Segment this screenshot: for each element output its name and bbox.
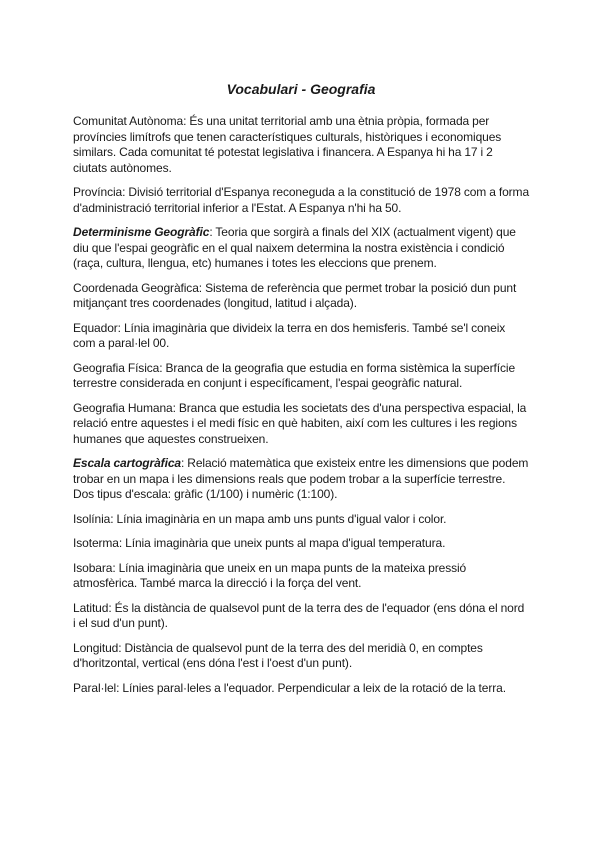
entry-definition: Línia imaginària que divideix la terra en dos hemisferis. També se'l coneix com a paral·lel 00.: [73, 320, 506, 350]
vocab-entry-geografia-humana: Geografia Humana: Branca que estudia les societats des d'una perspectiva espacial, la relació entre aquestes i el medi físic en què habiten, així com les cultures i les regions humanes que aquestes construeixen.: [73, 400, 527, 446]
entry-definition: Línia imaginària que uneix punts al mapa d'igual temperatura.: [125, 536, 446, 550]
entry-definition: Branca de la geografia que estudia en forma sistèmica la superfície terrestre considerada en conjunt i específicament, l'espai geogràfic natural.: [73, 360, 516, 390]
entry-term: Geografia Humana: [73, 400, 173, 415]
entry-definition: Relació matemàtica que existeix entre les dimensions que podem trobar en un mapa i les dimensions reals que podem trobar a la superfície terrestre. Dos tipus d'escala: gràfic (1/100) i numèric (1:100).: [73, 456, 529, 501]
vocab-entry-escala-cartografica: Escala cartogràfica: Relació matemàtica que existeix entre les dimensions que podem trobar en un mapa i les dimensions reals que podem trobar a la superfície terrestre. Dos tipus d'escala: gràfic (1/100) i numèric (1:100).: [73, 456, 529, 501]
entry-definition: Branca que estudia les societats des d'una perspectiva espacial, la relació entre aquestes i el medi físic en què habiten, així com les cultures i les regions humanes que aquestes construeixen.: [73, 400, 527, 446]
entry-term: Coordenada Geogràfica: [73, 280, 199, 295]
entry-term: Isobara: [73, 560, 113, 575]
entry-term: Isoterma: [73, 536, 119, 550]
entry-definition: És la distància de qualsevol punt de la terra des de l'equador (ens dóna el nord i el sud d'un punt).: [73, 600, 525, 630]
vocab-entry-isolinia: Isolínia: Línia imaginària en un mapa amb uns punts d'igual valor i color.: [73, 511, 447, 526]
vocab-entry-coordenada-geografica: Coordenada Geogràfica: Sistema de referència que permet trobar la posició dun punt mitjançant tres coordenades (longitud, latitud i alçada).: [73, 280, 517, 310]
entry-definition: Sistema de referència que permet trobar la posició dun punt mitjançant tres coordenades (longitud, latitud i alçada).: [73, 280, 517, 310]
entry-term: Escala cartogràfica: [73, 456, 181, 470]
vocab-entry-comunitat-autonoma: Comunitat Autònoma: És una unitat territorial amb una ètnia pròpia, formada per províncies limítrofs que tenen característiques culturals, històriques i economiques similars. Cada comunitat té potestat legislativa i financera. A Espanya hi ha 17 i 2 ciutats autònomes.: [73, 114, 502, 175]
entry-definition: Línia imaginària en un mapa amb uns punts d'igual valor i color.: [116, 511, 447, 526]
document-page: [73, 80, 529, 705]
entry-term: Província: [73, 185, 123, 199]
entry-definition: Línia imaginària que uneix en un mapa punts de la mateixa pressió atmosfèrica. També marca la direcció i la força del vent.: [73, 560, 467, 590]
vocab-entry-determinisme-geografic: Determinisme Geogràfic: Teoria que sorgirà a finals del XIX (actualment vigent) que diu que l'espai geogràfic en el qual naixem determina la nostra existència i condició (raça, cultura, llengua, etc) humanes i totes les eleccions que prenem.: [73, 225, 516, 270]
entry-term: Paral·lel: [73, 680, 117, 695]
entry-term: Latitud: [73, 600, 109, 615]
entry-term: Comunitat Autònoma: [73, 114, 184, 128]
entry-definition: Línies paral·leles a l'equador. Perpendicular a leix de la rotació de la terra.: [122, 680, 506, 695]
entry-definition: Distància de qualsevol punt de la terra des del meridià 0, en comptes d'horitzontal, vertical (ens dóna l'est i l'oest d'un punt).: [73, 640, 483, 670]
entry-term: Geografia Física: [73, 360, 160, 375]
vocab-entry-isobara: Isobara: Línia imaginària que uneix en un mapa punts de la mateixa pressió atmosfèrica. També marca la direcció i la força del vent.: [73, 560, 467, 590]
entry-term: Equador: [73, 320, 118, 335]
entry-term: Determinisme Geogràfic: [73, 225, 210, 239]
entry-term: Longitud: [73, 640, 119, 655]
entry-term: Isolínia: [73, 511, 111, 526]
vocab-entry-latitud: Latitud: És la distància de qualsevol punt de la terra des de l'equador (ens dóna el nord i el sud d'un punt).: [73, 600, 525, 630]
entry-definition: És una unitat territorial amb una ètnia pròpia, formada per províncies limítrofs que tenen característiques culturals, històriques i economiques similars. Cada comunitat té potestat legislativa i financera. A Espanya hi ha 17 i 2 ciutats autònomes.: [73, 114, 502, 175]
vocab-entry-equador: Equador: Línia imaginària que divideix la terra en dos hemisferis. També se'l coneix com a paral·lel 00.: [73, 320, 506, 350]
vocab-entry-provincia: Província: Divisió territorial d'Espanya reconeguda a la constitució de 1978 com a forma d'administració territorial inferior a l'Estat. A Espanya n'hi ha 50.: [73, 185, 530, 215]
vocab-entry-isoterma: Isoterma: Línia imaginària que uneix punts al mapa d'igual temperatura.: [73, 536, 446, 550]
vocab-entry-parallel: Paral·lel: Línies paral·leles a l'equador. Perpendicular a leix de la rotació de la terra.: [73, 680, 506, 695]
entry-definition: Divisió territorial d'Espanya reconeguda a la constitució de 1978 com a forma d'administració territorial inferior a l'Estat. A Espanya n'hi ha 50.: [73, 185, 530, 215]
vocab-entry-geografia-fisica: Geografia Física: Branca de la geografia que estudia en forma sistèmica la superfície terrestre considerada en conjunt i específicament, l'espai geogràfic natural.: [73, 360, 516, 390]
document-title: Vocabulari - Geografia: [226, 81, 376, 97]
vocab-entry-longitud: Longitud: Distància de qualsevol punt de la terra des del meridià 0, en comptes d'horitzontal, vertical (ens dóna l'est i l'oest d'un punt).: [73, 640, 483, 670]
entry-definition: Teoria que sorgirà a finals del XIX (actualment vigent) que diu que l'espai geogràfic en el qual naixem determina la nostra existència i condició (raça, cultura, llengua, etc) humanes i totes les eleccions que prenem.: [73, 225, 516, 270]
